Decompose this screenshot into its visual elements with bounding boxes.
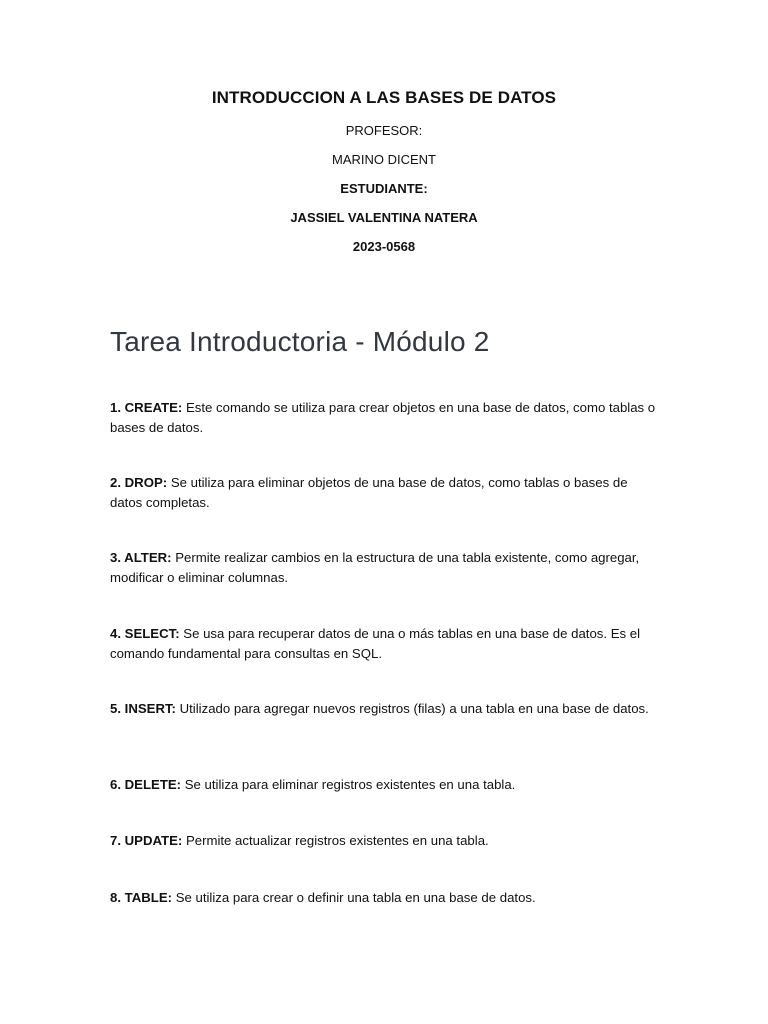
command-item <box>110 473 658 512</box>
command-term: 3. ALTER: <box>110 550 172 565</box>
command-description: Permite realizar cambios en la estructura de una tabla existente, como agregar, modificar o eliminar columnas. <box>110 550 640 585</box>
section-heading: Tarea Introductoria - Módulo 2 <box>110 326 490 357</box>
command-description: Utilizado para agregar nuevos registros (filas) a una tabla en una base de datos. <box>175 701 649 716</box>
student-label: ESTUDIANTE: <box>340 181 428 196</box>
command-term: 8. TABLE: <box>110 890 173 905</box>
command-item <box>110 888 658 908</box>
professor-label: PROFESOR: <box>345 123 423 138</box>
command-item <box>110 624 658 663</box>
command-term: 4. SELECT: <box>110 626 180 641</box>
command-item <box>110 398 658 437</box>
command-item <box>110 548 658 587</box>
command-term: 5. INSERT: <box>110 701 176 716</box>
command-item <box>110 831 658 851</box>
student-id: 2023-0568 <box>352 239 416 254</box>
command-term: 1. CREATE: <box>110 400 183 415</box>
command-term: 7. UPDATE: <box>110 833 183 848</box>
command-description: Se utiliza para eliminar registros existentes en una tabla. <box>181 777 516 792</box>
command-term: 6. DELETE: <box>110 777 182 792</box>
command-description: Se utiliza para eliminar objetos de una base de datos, como tablas o bases de datos completas. <box>110 475 628 510</box>
command-term: 2. DROP: <box>110 475 168 490</box>
professor-name: MARINO DICENT <box>332 152 436 167</box>
command-item <box>110 699 658 719</box>
document-title: INTRODUCCION A LAS BASES DE DATOS <box>211 88 557 107</box>
command-description: Este comando se utiliza para crear objetos en una base de datos, como tablas o bases de datos. <box>110 400 656 435</box>
student-name: JASSIEL VALENTINA NATERA <box>290 210 478 225</box>
command-item <box>110 775 658 795</box>
command-description: Permite actualizar registros existentes en una tabla. <box>182 833 489 848</box>
command-description: Se utiliza para crear o definir una tabla en una base de datos. <box>172 890 536 905</box>
command-description: Se usa para recuperar datos de una o más tablas en una base de datos. Es el comando fundamental para consultas en SQL. <box>110 626 641 661</box>
